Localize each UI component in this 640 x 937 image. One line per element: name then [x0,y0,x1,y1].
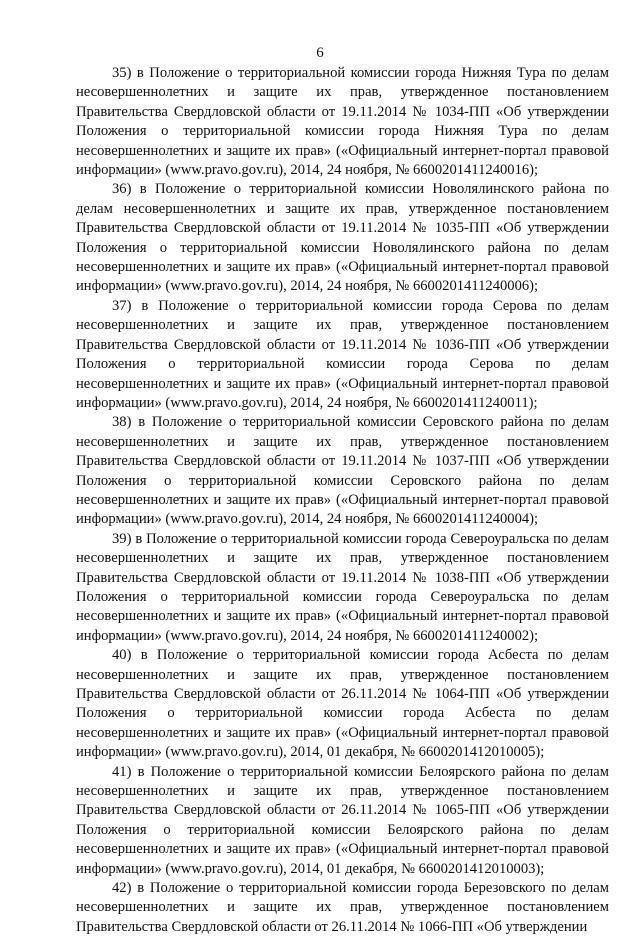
page-number: 6 [316,45,324,61]
paragraph-item-37: 37) в Положение о территориальной комиссии города Серова по делам несовершеннолетних и защите их прав, утвержденное постановлением Правительства Свердловской области от 19.11.2014 № 1036-ПП «Об утверждении Положения о территориальной комиссии города Серова по делам несовершеннолетних и защите их прав» («Официальный интернет-портал правовой информации» (www.pravo.gov.ru), 2014, 24 ноября, № 6600201411240011); [76,297,609,411]
paragraph-item-41: 41) в Положение о территориальной комиссии Белоярского района по делам несовершеннолетних и защите их прав, утвержденное постановлением Правительства Свердловской области от 26.11.2014 № 1065-ПП «Об утверждении Положения о территориальной комиссии Белоярского района по делам несовершеннолетних и защите их прав» («Официальный интернет-портал правовой информации» (www.pravo.gov.ru), 2014, 01 декабря, № 6600201412010003); [76,763,609,877]
paragraph-item-39: 39) в Положение о территориальной комиссии города Североуральска по делам несовершеннолетних и защите их прав, утвержденное постановлением Правительства Свердловской области от 19.11.2014 № 1038-ПП «Об утверждении Положения о территориальной комиссии города Североуральска по делам несовершеннолетних и защите их прав» («Официальный интернет-портал правовой информации» (www.pravo.gov.ru), 2014, 24 ноября, № 6600201411240002); [76,530,609,644]
paragraph-item-38: 38) в Положение о территориальной комиссии Серовского района по делам несовершеннолетних и защите их прав, утвержденное постановлением Правительства Свердловской области от 19.11.2014 № 1037-ПП «Об утверждении Положения о территориальной комиссии Серовского района по делам несовершеннолетних и защите их прав» («Официальный интернет-портал правовой информации» (www.pravo.gov.ru), 2014, 24 ноября, № 6600201411240004); [76,414,609,528]
paragraph-item-36: 36) в Положение о территориальной комиссии Новолялинского района по делам несовершеннолетних и защите их прав, утвержденное постановлением Правительства Свердловской области от 19.11.2014 № 1035-ПП «Об утверждении Положения о территориальной комиссии Новолялинского района по делам несовершеннолетних и защите их прав» («Официальный интернет-портал правовой информации» (www.pravo.gov.ru), 2014, 24 ноября, № 6600201411240006); [76,181,609,295]
document-body [76,64,609,937]
paragraph-item-40: 40) в Положение о территориальной комиссии города Асбеста по делам несовершеннолетних и защите их прав, утвержденное постановлением Правительства Свердловской области от 26.11.2014 № 1064-ПП «Об утверждении Положения о территориальной комиссии города Асбеста по делам несовершеннолетних и защите их прав» («Официальный интернет-портал правовой информации» (www.pravo.gov.ru), 2014, 01 декабря, № 6600201412010005); [76,647,609,761]
paragraph-item-35: 35) в Положение о территориальной комиссии города Нижняя Тура по делам несовершеннолетних и защите их прав, утвержденное постановлением Правительства Свердловской области от 19.11.2014 № 1034-ПП «Об утверждении Положения о территориальной комиссии города Нижняя Тура по делам несовершеннолетних и защите их прав» («Официальный интернет-портал правовой информации» (www.pravo.gov.ru), 2014, 24 ноября, № 6600201411240016); [76,65,609,179]
paragraph-item-42: 42) в Положение о территориальной комиссии города Березовского по делам несовершеннолетних и защите их прав, утвержденное постановлением Правительства Свердловской области от 26.11.2014 № 1066-ПП «Об утверждении [76,880,609,935]
